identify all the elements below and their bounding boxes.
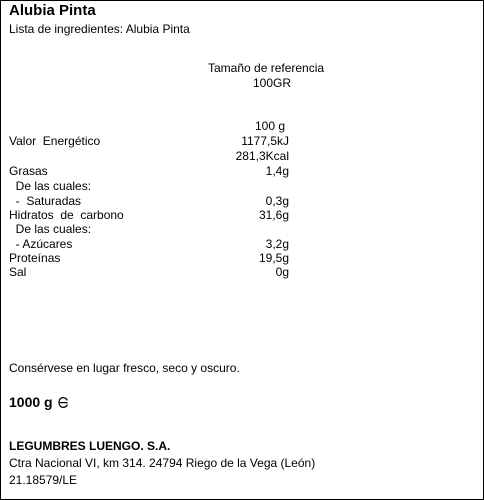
company-address: Ctra Nacional VI, km 314. 24794 Riego de la Vega (León)	[9, 456, 316, 470]
nutrient-label: Valor Energético	[9, 134, 101, 148]
nutrient-label: Hidratos de carbono	[9, 208, 124, 222]
nutrient-label: De las cuales:	[9, 222, 92, 236]
nutrient-value: 0g	[275, 265, 289, 279]
nutrient-value: 1177,5kJ	[241, 134, 289, 148]
nutrition-row-protein	[0, 251, 484, 266]
registry-number: 21.18579/LE	[9, 473, 78, 487]
nutrient-value: 1,4g	[265, 164, 289, 178]
product-title: Alubia Pinta	[9, 2, 96, 19]
estimated-sign-icon	[57, 396, 69, 414]
nutrition-row-carbohydrates	[0, 208, 484, 223]
nutrient-value: 31,6g	[258, 208, 289, 222]
nutrient-value: 281,3Kcal	[235, 149, 289, 163]
nutrition-row-carbs-of-which	[0, 222, 484, 237]
nutrient-label: Sal	[9, 265, 27, 279]
reference-size-label: Tamaño de referencia	[208, 61, 325, 75]
net-weight: 1000 g	[9, 394, 53, 410]
amount-header: 100 g	[255, 119, 286, 133]
nutrition-row-energy-kcal	[0, 149, 484, 164]
storage-instructions: Consérvese en lugar fresco, seco y oscuro.	[9, 361, 240, 375]
nutrient-value: 19,5g	[258, 251, 289, 265]
nutrient-label: - Saturadas	[9, 194, 82, 208]
nutrition-row-salt	[0, 265, 484, 280]
ingredients-list: Lista de ingredientes: Alubia Pinta	[9, 22, 190, 36]
nutrient-label: De las cuales:	[9, 179, 92, 193]
nutrient-value: 3,2g	[265, 237, 289, 251]
nutrient-label: Proteínas	[9, 251, 61, 265]
company-name: LEGUMBRES LUENGO. S.A.	[9, 439, 171, 453]
nutrient-label: Grasas	[9, 164, 48, 178]
nutrition-row-energy-kj	[0, 134, 484, 149]
nutrient-label: - Azúcares	[9, 237, 73, 251]
nutrition-row-fat-of-which	[0, 179, 484, 194]
reference-size-unit: 100GR	[253, 76, 292, 90]
nutrition-row-fat	[0, 164, 484, 179]
nutrient-value: 0,3g	[265, 194, 289, 208]
nutrition-row-sugars	[0, 237, 484, 252]
nutrition-row-saturated	[0, 194, 484, 209]
